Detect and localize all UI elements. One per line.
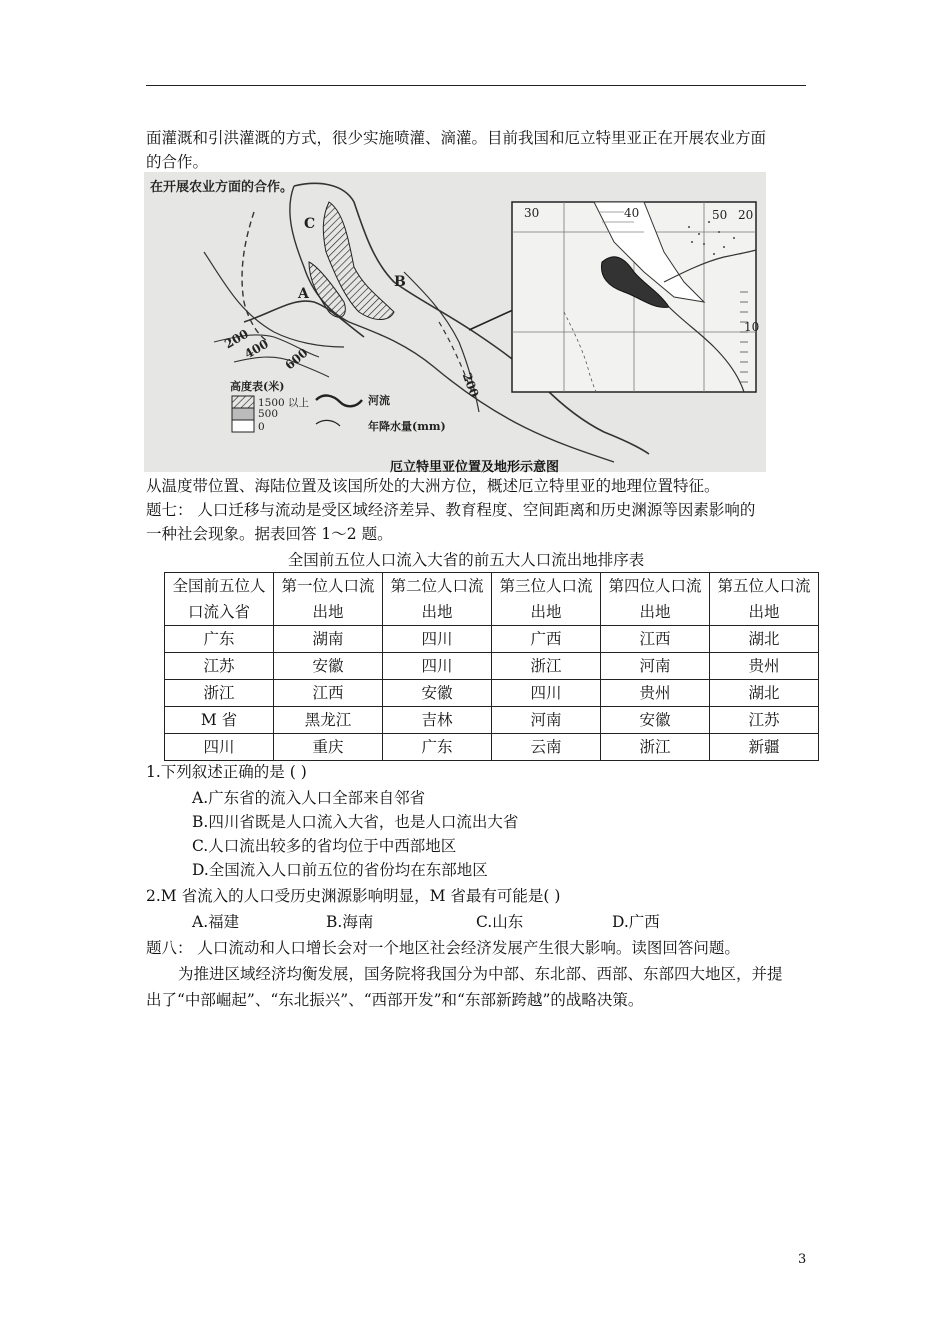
- table-header-cell: 第五位人口流出地: [710, 573, 819, 626]
- map-drawing: [144, 172, 766, 472]
- inset-label-30: 30: [524, 206, 540, 220]
- contour-label-200: 200: [222, 326, 251, 352]
- contour-label-200-b: 200: [459, 370, 482, 400]
- table-cell: 贵州: [601, 680, 710, 707]
- topic7-line-1: 题七： 人口迁移与流动是受区域经济差异、教育程度、空间距离和历史渊源等因素影响的: [146, 501, 756, 519]
- table-cell: 四川: [492, 680, 601, 707]
- table-cell: 四川: [383, 626, 492, 653]
- table-cell: 黑龙江: [274, 707, 383, 734]
- table-cell: 江西: [601, 626, 710, 653]
- table-header-cell: 第二位人口流出地: [383, 573, 492, 626]
- table-cell: 江苏: [165, 653, 274, 680]
- table-title: 全国前五位人口流入大省的前五大人口流出地排序表: [287, 551, 645, 569]
- table-cell: 四川: [383, 653, 492, 680]
- header-rule: [146, 85, 806, 86]
- legend-rainfall: 年降水量(mm): [368, 420, 446, 433]
- eritrea-map-figure: [144, 172, 766, 472]
- map-label-c: C: [304, 216, 316, 232]
- table-cell: 重庆: [274, 734, 383, 761]
- table-cell: 贵州: [710, 653, 819, 680]
- table-cell: M 省: [165, 707, 274, 734]
- question-1-option-a: A.广东省的流入人口全部来自邻省: [192, 789, 426, 807]
- contour-label-400: 400: [242, 336, 271, 362]
- question-2-option-a: A.福建: [192, 913, 240, 931]
- legend-elev-1500: 1500 以上: [258, 397, 310, 409]
- table-cell: 广西: [492, 626, 601, 653]
- table-cell: 浙江: [601, 734, 710, 761]
- table-row: [165, 734, 819, 761]
- paragraph-line-2: 出了“中部崛起”、“东北振兴”、“西部开发”和“东部新跨越”的战略决策。: [146, 991, 644, 1009]
- figure-crop-heading: 在开展农业方面的合作。: [150, 180, 294, 195]
- map-label-b: B: [394, 274, 406, 290]
- intro-line-2: 的合作。: [146, 153, 209, 171]
- intro-line-1: 面灌溉和引洪灌溉的方式，很少实施喷灌、滴灌。目前我国和厄立特里亚正在开展农业方面: [146, 129, 767, 147]
- inset-label-50: 50: [712, 208, 728, 222]
- table-header-cell: 第一位人口流出地: [274, 573, 383, 626]
- table-cell: 河南: [601, 653, 710, 680]
- question-after-map: 从温度带位置、海陆位置及该国所处的大洲方位，概述厄立特里亚的地理位置特征。: [146, 477, 720, 495]
- table-header-cell: 第三位人口流出地: [492, 573, 601, 626]
- table-cell: 湖北: [710, 626, 819, 653]
- table-cell: 河南: [492, 707, 601, 734]
- map-label-a: A: [298, 286, 309, 302]
- legend-river: 河流: [368, 394, 390, 407]
- legend-elev-0: 0: [258, 421, 265, 433]
- figure-caption: 厄立特里亚位置及地形示意图: [390, 460, 560, 475]
- table-cell: 安徽: [383, 680, 492, 707]
- table-header-cell: 第四位人口流出地: [601, 573, 710, 626]
- table-cell: 湖北: [710, 680, 819, 707]
- contour-label-600: 600: [282, 345, 311, 373]
- question-1-stem: 1.下列叙述正确的是 ( ): [146, 763, 307, 781]
- question-2-option-b: B.海南: [326, 913, 374, 931]
- table-cell: 广东: [383, 734, 492, 761]
- table-cell: 新疆: [710, 734, 819, 761]
- question-1-option-c: C.人口流出较多的省均位于中西部地区: [192, 837, 457, 855]
- page-number: 3: [798, 1252, 807, 1267]
- table-cell: 江苏: [710, 707, 819, 734]
- question-2-stem: 2.M 省流入的人口受历史渊源影响明显，M 省最有可能是( ): [146, 887, 561, 905]
- table-header-row: [165, 573, 819, 626]
- table-row: [165, 680, 819, 707]
- paragraph-line-1: 为推进区域经济均衡发展，国务院将我国分为中部、东北部、西部、东部四大地区，并提: [178, 965, 783, 983]
- question-1-option-b: B.四川省既是人口流入大省，也是人口流出大省: [192, 813, 519, 831]
- population-flow-table: [164, 572, 819, 761]
- inset-label-20: 20: [738, 208, 754, 222]
- table-cell: 安徽: [274, 653, 383, 680]
- inset-label-40: 40: [624, 206, 640, 220]
- topic7-line-2: 一种社会现象。据表回答 1～2 题。: [146, 525, 393, 543]
- table-cell: 浙江: [165, 680, 274, 707]
- question-2-option-d: D.广西: [612, 913, 660, 931]
- legend-elev-500: 500: [258, 408, 279, 420]
- table-row: [165, 626, 819, 653]
- table-row: [165, 653, 819, 680]
- table-header-cell: 全国前五位人口流入省: [165, 573, 274, 626]
- table-cell: 吉林: [383, 707, 492, 734]
- table-row: [165, 707, 819, 734]
- table-cell: 浙江: [492, 653, 601, 680]
- question-2-option-c: C.山东: [476, 913, 524, 931]
- table-cell: 江西: [274, 680, 383, 707]
- question-1-option-d: D.全国流入人口前五位的省份均在东部地区: [192, 861, 488, 879]
- legend-title: 高度表(米): [230, 380, 285, 393]
- inset-label-10: 10: [744, 320, 760, 334]
- table-cell: 广东: [165, 626, 274, 653]
- table-cell: 安徽: [601, 707, 710, 734]
- table-cell: 云南: [492, 734, 601, 761]
- table-cell: 湖南: [274, 626, 383, 653]
- topic8: 题八： 人口流动和人口增长会对一个地区社会经济发展产生很大影响。读图回答问题。: [146, 939, 740, 957]
- table-cell: 四川: [165, 734, 274, 761]
